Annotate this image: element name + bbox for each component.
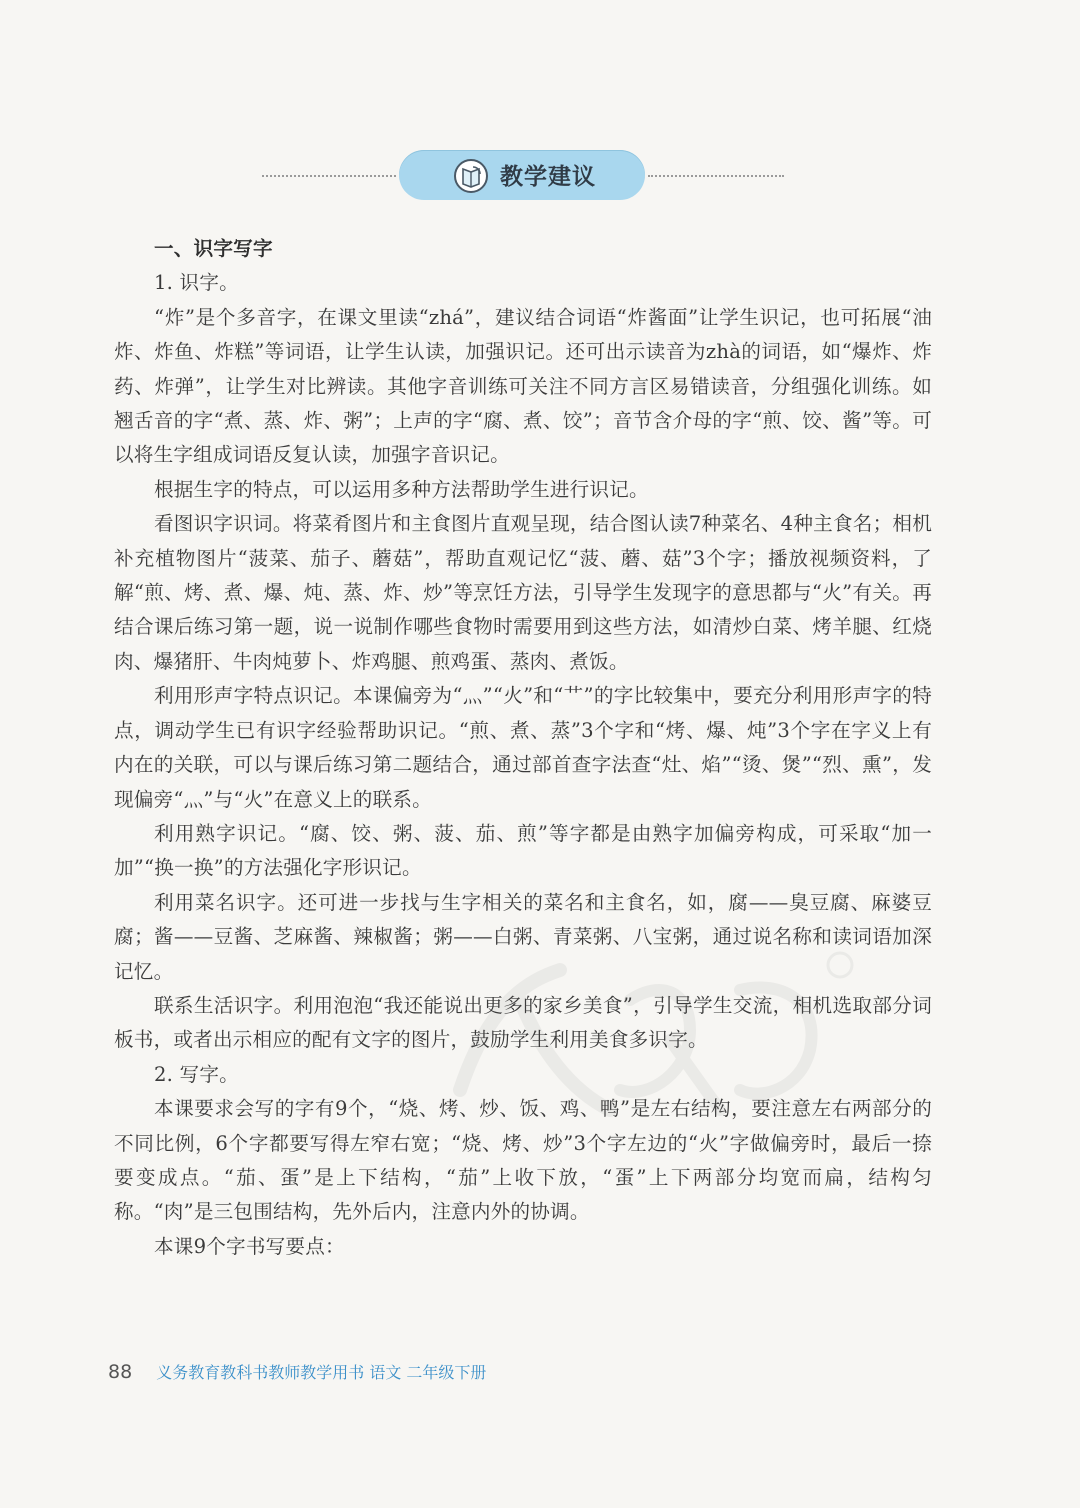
subsection-heading: 2. 写字。 bbox=[154, 1062, 239, 1086]
banner-dotted-rule-left bbox=[262, 175, 396, 177]
paragraph: 本课9个字书写要点： bbox=[154, 1234, 345, 1258]
body-text bbox=[114, 232, 932, 1264]
paragraph: 本课要求会写的字有9个，“烧、烤、炒、饭、鸡、鸭”是左右结构，要注意左右两部分的不同比例，6个字都要写得左窄右宽；“烧、烤、炒”3个字左边的“火”字做偏旁时，最后一捺要变成点。“茄、蛋”是上下结构，“茄”上收下放，“蛋”上下两部分均宽而扁，结构匀称。“肉”是三包围结构，先外后内，注意内外的协调。 bbox=[114, 1097, 932, 1224]
paragraph: 联系生活识字。利用泡泡“我还能说出更多的家乡美食”，引导学生交流，相机选取部分词板书，或者出示相应的配有文字的图片，鼓励学生利用美食多识字。 bbox=[114, 993, 932, 1052]
banner-title: 教学建议 bbox=[500, 164, 596, 190]
book-title: 义务教育教科书教师教学用书 语文 二年级下册 bbox=[156, 1363, 487, 1382]
book-icon bbox=[453, 158, 489, 194]
section-heading: 一、识字写字 bbox=[154, 237, 273, 260]
paragraph: 利用形声字特点识记。本课偏旁为“灬”“火”和“艹”的字比较集中，要充分利用形声字的特点，调动学生已有识字经验帮助识记。“煎、煮、蒸”3个字和“烤、爆、炖”3个字在字义上有内在的关联，可以与课后练习第二题结合，通过部首查字法查“灶、焰”“烫、煲”“烈、熏”，发现偏旁“灬”与“火”在意义上的联系。 bbox=[114, 684, 932, 811]
subsection-heading: 1. 识字。 bbox=[154, 271, 239, 295]
paragraph: 利用菜名识字。还可进一步找与生字相关的菜名和主食名，如，腐——臭豆腐、麻婆豆腐；酱——豆酱、芝麻酱、辣椒酱；粥——白粥、青菜粥、八宝粥，通过说名称和读词语加深记忆。 bbox=[114, 890, 932, 983]
banner-dotted-rule-right bbox=[648, 175, 784, 177]
paragraph: 利用熟字识记。“腐、饺、粥、菠、茄、煎”等字都是由熟字加偏旁构成，可采取“加一加”“换一换”的方法强化字形识记。 bbox=[114, 821, 932, 880]
paragraph: 根据生字的特点，可以运用多种方法帮助学生进行识记。 bbox=[154, 477, 649, 501]
paragraph: “炸”是个多音字，在课文里读“zhá”，建议结合词语“炸酱面”让学生识记，也可拓展“油炸、炸鱼、炸糕”等词语，让学生认读，加强识记。还可出示读音为zhà的词语，如“爆炸、炸药、炸弹”，让学生对比辨读。其他字音训练可关注不同方言区易错读音，分组强化训练。如翘舌音的字“煮、蒸、炸、粥”；上声的字“腐、煮、饺”；音节含介母的字“煎、饺、酱”等。可以将生字组成词语反复认读，加强字音识记。 bbox=[114, 305, 932, 467]
page-footer bbox=[108, 1360, 486, 1383]
page-number: 88 bbox=[108, 1361, 133, 1383]
section-banner bbox=[0, 150, 1080, 204]
paragraph: 看图识字识词。将菜肴图片和主食图片直观呈现，结合图认读7种菜名、4种主食名；相机补充植物图片“菠菜、茄子、蘑菇”，帮助直观记忆“菠、蘑、菇”3个字；播放视频资料，了解“煎、烤、煮、爆、炖、蒸、炸、炒”等烹饪方法，引导学生发现字的意思都与“火”有关。再结合课后练习第一题，说一说制作哪些食物时需要用到这些方法，如清炒白菜、烤羊腿、红烧肉、爆猪肝、牛肉炖萝卜、炸鸡腿、煎鸡蛋、蒸肉、煮饭。 bbox=[114, 512, 932, 673]
banner-pill bbox=[399, 150, 645, 200]
